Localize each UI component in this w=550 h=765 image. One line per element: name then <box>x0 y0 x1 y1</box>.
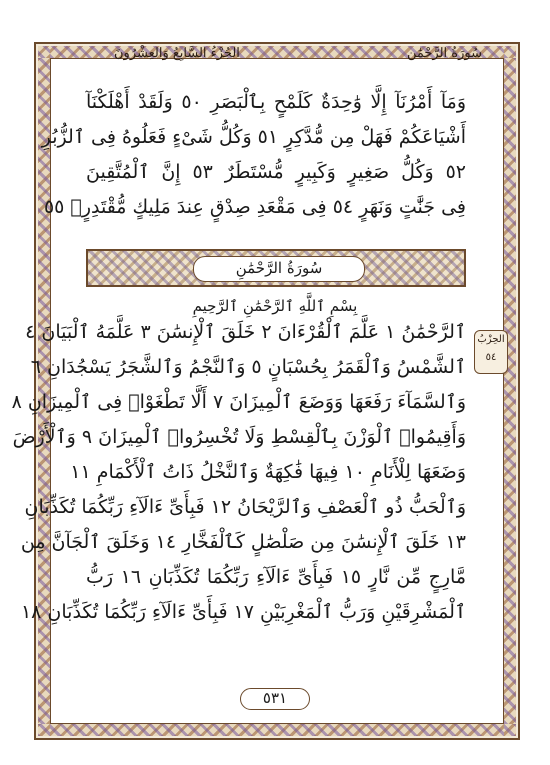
hizb-marker <box>474 330 508 374</box>
verse-line: وَمَآ أَمْرُنَآ إِلَّا وَٰحِدَةٌ كَلَمْحٍ بِٱلْبَصَرِ ٥٠ وَلَقَدْ أَهْلَكْنَآ <box>86 91 466 113</box>
verse-line: ٱلرَّحْمَٰنُ ١ عَلَّمَ ٱلْقُرْءَانَ ٢ خَلَقَ ٱلْإِنسَٰنَ ٣ عَلَّمَهُ ٱلْبَيَانَ ٤ <box>25 321 466 343</box>
verse-line: ٱلشَّمْسُ وَٱلْقَمَرُ بِحُسْبَانٍ ٥ وَٱلنَّجْمُ وَٱلشَّجَرُ يَسْجُدَانِ ٦ <box>30 356 466 378</box>
page-number: ٥٣١ <box>240 688 310 710</box>
verse-line: وَٱلسَّمَآءَ رَفَعَهَا وَوَضَعَ ٱلْمِيزَانَ ٧ أَلَّا تَطْغَوْا۟ فِى ٱلْمِيزَانِ ٨ <box>11 391 466 413</box>
verse-line: ١٣ خَلَقَ ٱلْإِنسَٰنَ مِن صَلْصَٰلٍ كَٱلْفَخَّارِ ١٤ وَخَلَقَ ٱلْجَآنَّ مِن <box>20 531 466 553</box>
verses-block-qamar <box>41 90 466 230</box>
verses-block-rahman <box>11 320 467 635</box>
bismillah: بِسْمِ ٱللَّهِ ٱلرَّحْمَٰنِ ٱلرَّحِيمِ <box>192 297 358 315</box>
verse-line: أَشْيَاعَكُمْ فَهَلْ مِن مُّدَّكِرٍ ٥١ وَكُلُّ شَىْءٍ فَعَلُوهُ فِى ٱلزُّبُرِ <box>41 126 466 148</box>
verse-line: ٥٢ وَكُلُّ صَغِيرٍ وَكَبِيرٍ مُّسْتَطَرٌ ٥٣ إِنَّ ٱلْمُتَّقِينَ <box>86 161 466 183</box>
verse-line: فِى جَنَّٰتٍ وَنَهَرٍ ٥٤ فِى مَقْعَدِ صِدْقٍ عِندَ مَلِيكٍ مُّقْتَدِرٍۭ ٥٥ <box>43 196 466 218</box>
page-header <box>52 41 502 69</box>
surah-title-banner <box>86 249 466 287</box>
hizb-number: ٥٤ <box>485 352 497 363</box>
verse-line: ٱلْمَشْرِقَيْنِ وَرَبُّ ٱلْمَغْرِبَيْنِ ١٧ فَبِأَىِّ ءَالَآءِ رَبِّكُمَا تُكَذِّبَانِ ١٨ <box>20 601 466 623</box>
verse-line: وَضَعَهَا لِلْأَنَامِ ١٠ فِيهَا فَٰكِهَةٌ وَٱلنَّخْلُ ذَاتُ ٱلْأَكْمَامِ ١١ <box>70 461 466 483</box>
hizb-label: الحِزْبُ <box>477 334 505 345</box>
surah-title: سُورَةُ الرَّحْمَٰنِ <box>193 256 365 282</box>
verse-line: مَّارِجٍ مِّن نَّارٍ ١٥ فَبِأَىِّ ءَالَآءِ رَبِّكُمَا تُكَذِّبَانِ ١٦ رَبُّ <box>86 566 467 588</box>
verse-line: وَٱلْحَبُّ ذُو ٱلْعَصْفِ وَٱلرَّيْحَانُ ١٢ فَبِأَىِّ ءَالَآءِ رَبِّكُمَا تُكَذِّبَانِ <box>24 496 466 518</box>
header-juz-name: الجُزْءُ السَّابِعُ وَالعِشْرُونَ <box>114 46 240 61</box>
header-surah-name: سُورَةُ الرَّحْمَٰن <box>406 46 482 61</box>
verse-line: وَأَقِيمُوا۟ ٱلْوَزْنَ بِٱلْقِسْطِ وَلَا تُخْسِرُوا۟ ٱلْمِيزَانَ ٩ وَٱلْأَرْضَ <box>12 426 466 448</box>
